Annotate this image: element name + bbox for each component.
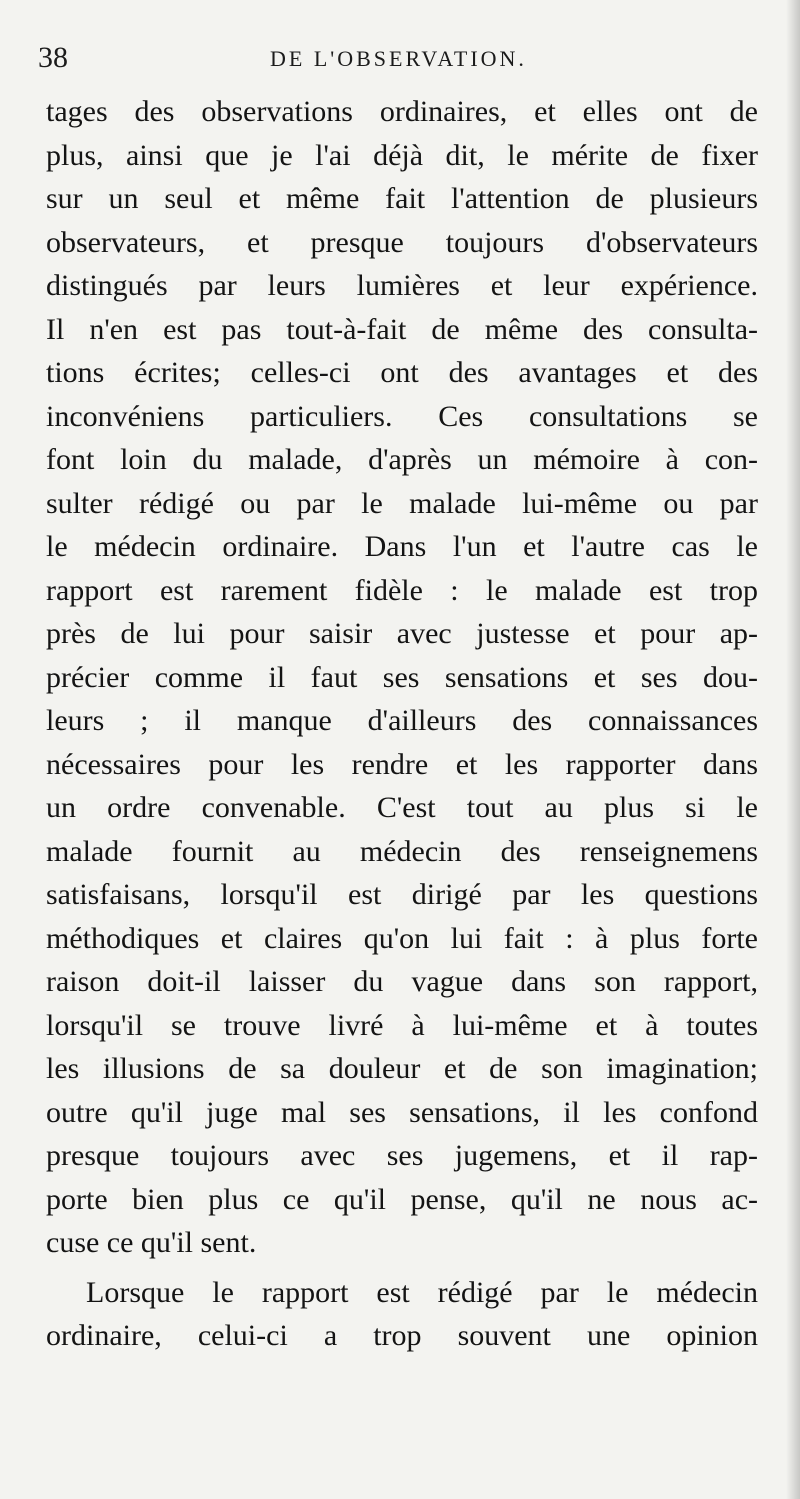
text-line: porte bien plus ce qu'il pense, qu'il ne nous ac- [46,1182,758,1216]
text-line: outre qu'il juge mal ses sensations, il les confond [46,1095,758,1129]
text-line: leurs ; il manque d'ailleurs des connaissances [46,704,758,737]
text-line: un ordre convenable. C'est tout au plus si le [46,791,758,824]
text-line: ordinaire, celui-ci a trop souvent une opinion [46,1319,758,1352]
text-line: sulter rédigé ou par le malade lui-même ou par [46,486,758,520]
text-line: Lorsque le rapport est rédigé par le médecin [86,1275,758,1309]
text-line: distingués par leurs lumières et leur expérience. [46,269,758,302]
text-line: satisfaisans, lorsqu'il est dirigé par les questions [46,878,758,911]
text-line: font loin du malade, d'après un mémoire à con- [46,443,758,476]
text-line: le médecin ordinaire. Dans l'un et l'autre cas le [46,530,758,563]
text-line: tages des observations ordinaires, et elles ont de [46,95,758,128]
text-line: observateurs, et presque toujours d'observateurs [46,225,758,259]
text-line: plus, ainsi que je l'ai déjà dit, le mérite de fixer [46,138,758,172]
text-line: les illusions de sa douleur et de son imagination; [46,1052,758,1085]
paragraph [46,1271,758,1358]
text-line: raison doit-il laisser du vague dans son rapport, [46,965,758,998]
page-number: 38 [38,41,68,74]
paragraph [46,90,758,1265]
text-line: rapport est rarement fidèle : le malade est trop [46,573,758,607]
text-line: cuse ce qu'il sent. [46,1226,257,1259]
text-line: Il n'en est pas tout-à-fait de même des consulta- [46,312,758,346]
text-line: précier comme il faut ses sensations et ses dou- [46,660,758,694]
text-line: tions écrites; celles-ci ont des avantages et des [46,356,758,389]
text-line: presque toujours avec ses jugemens, et il rap- [46,1139,758,1172]
text-line: près de lui pour saisir avec justesse et pour ap- [46,617,758,650]
text-line: inconvéniens particuliers. Ces consultations se [46,399,758,433]
text-line: sur un seul et même fait l'attention de plusieurs [46,182,758,215]
text-line: lorsqu'il se trouve livré à lui-même et à toutes [46,1008,758,1042]
text-line: malade fournit au médecin des renseignemens [46,834,758,868]
text-line: nécessaires pour les rendre et les rapporter dans [46,747,758,781]
body-text [46,90,758,1358]
page-header [38,40,758,76]
running-title: DE L'OBSERVATION. [270,46,527,71]
text-line: méthodiques et claires qu'on lui fait : à plus forte [46,921,758,955]
